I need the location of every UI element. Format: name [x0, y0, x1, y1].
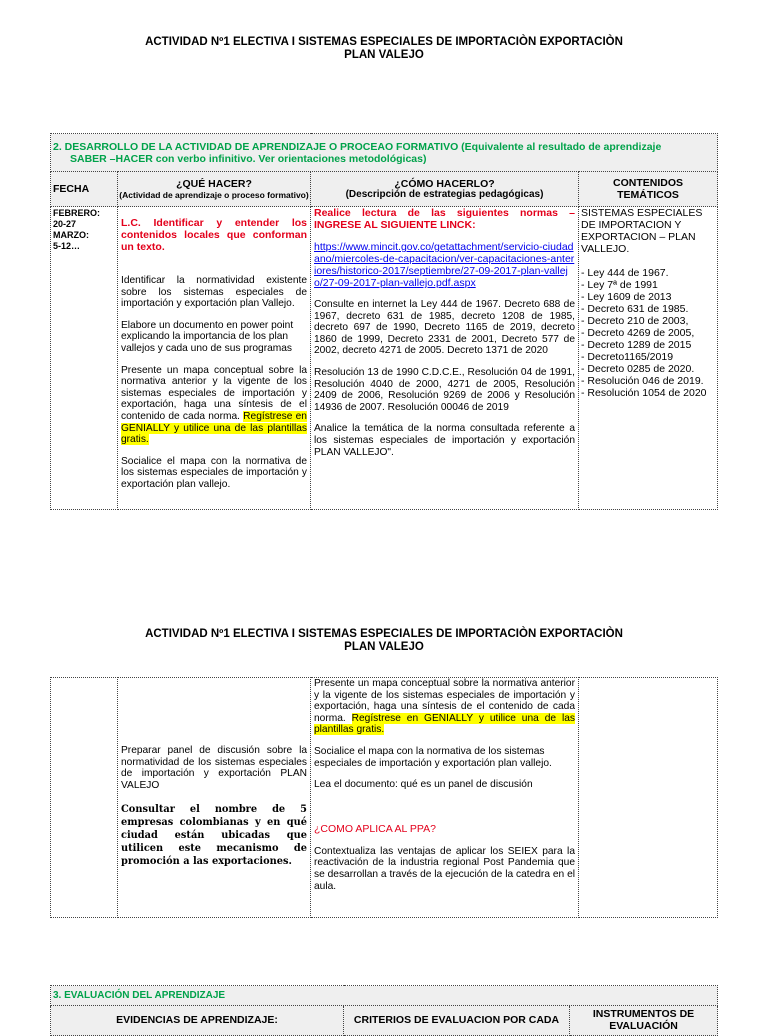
section-2-heading: 2. DESARROLLO DE LA ACTIVIDAD DE APRENDIZAJE O PROCEAO FORMATIVO (Equivalente al resultado de aprendizaje SABER –HACER con verbo infinitivo. Ver orientaciones metodológicas) — [51, 134, 718, 172]
column-header-que-hacer: ¿QUÉ HACER? (Actividad de aprendizaje o proceso formativo) — [118, 172, 311, 207]
contenidos-cell: SISTEMAS ESPECIALES DE IMPORTACION Y EXPORTACION – PLAN VALLEJO. - Ley 444 de 1967. - Ley 7ª de 1991 - Ley 1609 de 2013 - Decreto 631 de 1985. - Decreto 210 de 2003, - Decreto 4269 de 2005, - Decreto 1289 de 2015 - Decreto1165/2019 - Decreto 0285 de 2020. - Resolución 046 de 2019. - Resolución 1054 de 2020 — [579, 207, 718, 510]
genially-highlight: Regístrese en GENIALLY y utilice una de las plantillas gratis. — [314, 712, 575, 736]
contenido-item: - Ley 1609 de 2013 — [581, 291, 672, 303]
contenido-item: - Resolución 1054 de 2020 — [581, 387, 707, 399]
contenido-item: - Decreto 4269 de 2005, — [581, 327, 695, 339]
title-line-2: PLAN VALEJO — [344, 641, 424, 653]
activity-table-continued — [50, 677, 718, 918]
fecha-cell: FEBRERO: 20-27 MARZO: 5-12… — [51, 207, 118, 510]
que-hacer-cell-2: Preparar panel de discusión sobre la normatividad de los sistemas especiales de importación y exportación PLAN VALEJO Consultar el nombre de 5 empresas colombianas y en qué ciudad están ubicadas que utilicen este mecanismo de promoción a las exportaciones. — [118, 678, 311, 918]
contenido-item: - Decreto 0285 de 2020. — [581, 363, 695, 375]
contenido-item: - Decreto 210 de 2003, — [581, 315, 689, 327]
contenido-item: - Resolución 046 de 2019. — [581, 375, 704, 387]
contenido-item: - Ley 444 de 1967. — [581, 267, 669, 279]
contenidos-cell-2 — [579, 678, 718, 918]
mincit-link[interactable]: https://www.mincit.gov.co/getattachment/servicio-ciudadano/miercoles-de-capacitacion/ver-capacitaciones-anteriores/historico-2017/septiembre/27-09-2017-plan-vallejo/27-09-2017-plan-vallejo.pdf.aspx — [314, 241, 575, 289]
page-title-2 — [0, 628, 768, 654]
lc-objective: L.C. Identificar y entender los contenidos locales que conforman un texto. — [121, 217, 307, 253]
column-header-instrumentos: INSTRUMENTOS DE EVALUACIÓN — [570, 1006, 718, 1036]
column-header-contenidos: CONTENIDOS TEMÁTICOS — [579, 172, 718, 207]
contenido-item: - Decreto1165/2019 — [581, 351, 674, 363]
como-hacerlo-cell-2: Presente un mapa conceptual sobre la normativa anterior y la vigente de los sistemas especiales de importación y exportación, haga una síntesis de el contenido de cada norma. Regístrese en GENIALLY y utilice una de las plantillas gratis. Socialice el mapa con la normativa de los sistemas especiales de importación y exportación plan vallejo. Lea el documento: qué es un panel de discusión ¿COMO APLICA AL PPA? Contextualiza las ventajas de aplicar los SEIEX para la reactivación de la industria regional Post Pandemia que se desarrollan a través de la ejecución de la catedra en el aula. — [311, 678, 579, 918]
ppa-heading: ¿COMO APLICA AL PPA? — [314, 822, 436, 835]
como-hacerlo-cell: Realice lectura de las siguientes normas – INGRESE AL SIGUIENTE LINCK: https://www.mincit.gov.co/getattachment/servicio-ciudadano/miercoles-de-capacitacion/ver-capacitaciones-anteriores/historico-2017/septiembre/27-09-2017-plan-vallejo/27-09-2017-plan-vallejo.pdf.aspx Consulte en internet la Ley 444 de 1967. Decreto 688 de 1967, decreto 631 de 1985, decreto 1208 de 1985, decreto 697 de 1990, Decreto 1165 de 2019, decreto 1860 de 1999, Decreto 2331 de 2001, Decreto 577 de 2002, decreto 4271 de 2005. Decreto 1371 de 2020 Resolución 13 de 1990 C.D.C.E., Resolución 04 de 1991, Resolución 4040 de 2000, 4271 de 2005, Resolución 2409 de 2006, Resolución 9269 de 2006 y Resolución 14936 de 2007. Resolución 00046 de 2019 Analice la temática de la norma consultada referente a los sistemas especiales de importación y exportación PLAN VALLEJO". — [311, 207, 579, 510]
title-line-2: PLAN VALEJO — [344, 49, 424, 61]
column-header-como-hacerlo: ¿CÓMO HACERLO? (Descripción de estrategias pedagógicas) — [311, 172, 579, 207]
column-header-criterios: CRITERIOS DE EVALUACION POR CADA — [344, 1006, 570, 1036]
title-line-1: ACTIVIDAD Nº1 ELECTIVA I SISTEMAS ESPECIALES DE IMPORTACIÒN EXPORTACIÒN — [145, 628, 623, 640]
fecha-cell-2 — [51, 678, 118, 918]
que-hacer-cell: L.C. Identificar y entender los contenidos locales que conforman un texto. Identificar la normatividad existente sobre los sistemas especiales de importación y exportación plan Vallejo. Elabore un documento en power point explicando la importancia de los plan vallejos y cada uno de sus programas Presente un mapa conceptual sobre la normativa anterior y la vigente de los sistemas especiales de importación y exportación, haga una síntesis de el contenido de cada norma. Regístrese en GENIALLY y utilice una de las plantillas gratis. Socialice el mapa con la normativa de los sistemas especiales de importación y exportación plan vallejo. — [118, 207, 311, 510]
activity-table — [50, 133, 718, 510]
contenido-item: - Ley 7ª de 1991 — [581, 279, 658, 291]
title-line-1: ACTIVIDAD Nº1 ELECTIVA I SISTEMAS ESPECIALES DE IMPORTACIÒN EXPORTACIÒN — [145, 36, 623, 48]
column-header-fecha: FECHA — [51, 172, 118, 207]
evaluation-table — [50, 985, 718, 1036]
contenido-item: - Decreto 1289 de 2015 — [581, 339, 692, 351]
page-title — [0, 36, 768, 62]
genially-highlight: Regístrese en GENIALLY y utilice una de las plantillas gratis. — [121, 410, 307, 446]
contenido-item: - Decreto 631 de 1985. — [581, 303, 689, 315]
section-3-heading: 3. EVALUACIÓN DEL APRENDIZAJE — [51, 986, 718, 1006]
column-header-evidencias: EVIDENCIAS DE APRENDIZAJE: — [51, 1006, 344, 1036]
